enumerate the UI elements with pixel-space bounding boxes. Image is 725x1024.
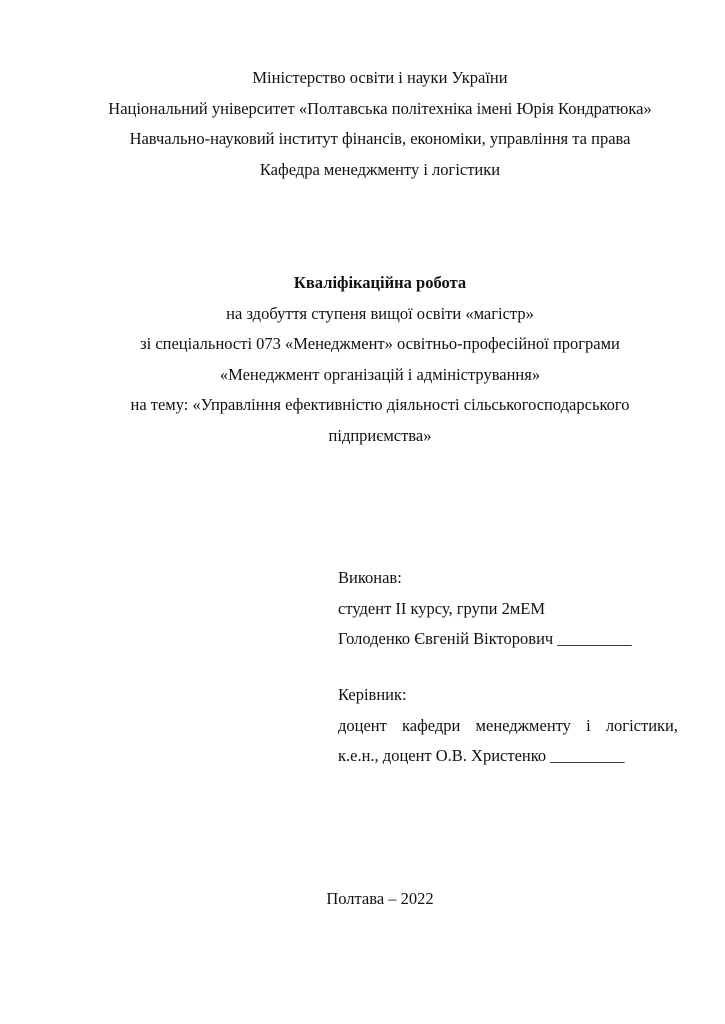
performer-course: студент ІІ курсу, групи 2мЕМ [338, 598, 546, 618]
thesis-heading: Кваліфікаційна робота [293, 273, 467, 292]
supervisor-name: к.е.н., доцент О.В. Христенко _________ [338, 746, 625, 765]
degree-line: на здобуття ступеня вищої освіти «магістр» [226, 303, 534, 323]
institute-line: Навчально-науковий інститут фінансів, економіки, управління та права [129, 129, 631, 148]
university-line: Національний університет «Полтавська політехніка імені Юрія Кондратюка» [108, 98, 652, 118]
performer-block [338, 563, 678, 655]
supervisor-label: Керівник: [338, 685, 407, 704]
thesis-title-block [80, 268, 680, 451]
supervisor-position: доцент кафедри менеджменту і логістики, [338, 715, 678, 735]
supervisor-block [338, 680, 678, 772]
department-line: Кафедра менеджменту і логістики [259, 159, 501, 179]
performer-label: Виконав: [338, 568, 402, 587]
institution-header [80, 63, 680, 185]
program-line: «Менеджмент організацій і адміністрування» [219, 364, 541, 384]
city-year: Полтава – 2022 [326, 889, 434, 908]
topic-line-1: на тему: «Управління ефективністю діяльності сільськогосподарського [130, 395, 630, 414]
footer-block [80, 884, 680, 915]
ministry-line: Міністерство освіти і науки України [252, 68, 508, 87]
performer-name: Голоденко Євгеній Вікторович _________ [338, 629, 632, 648]
topic-line-2: підприємства» [328, 425, 432, 445]
specialty-line: зі спеціальності 073 «Менеджмент» освітньо-професійної програми [140, 334, 620, 353]
